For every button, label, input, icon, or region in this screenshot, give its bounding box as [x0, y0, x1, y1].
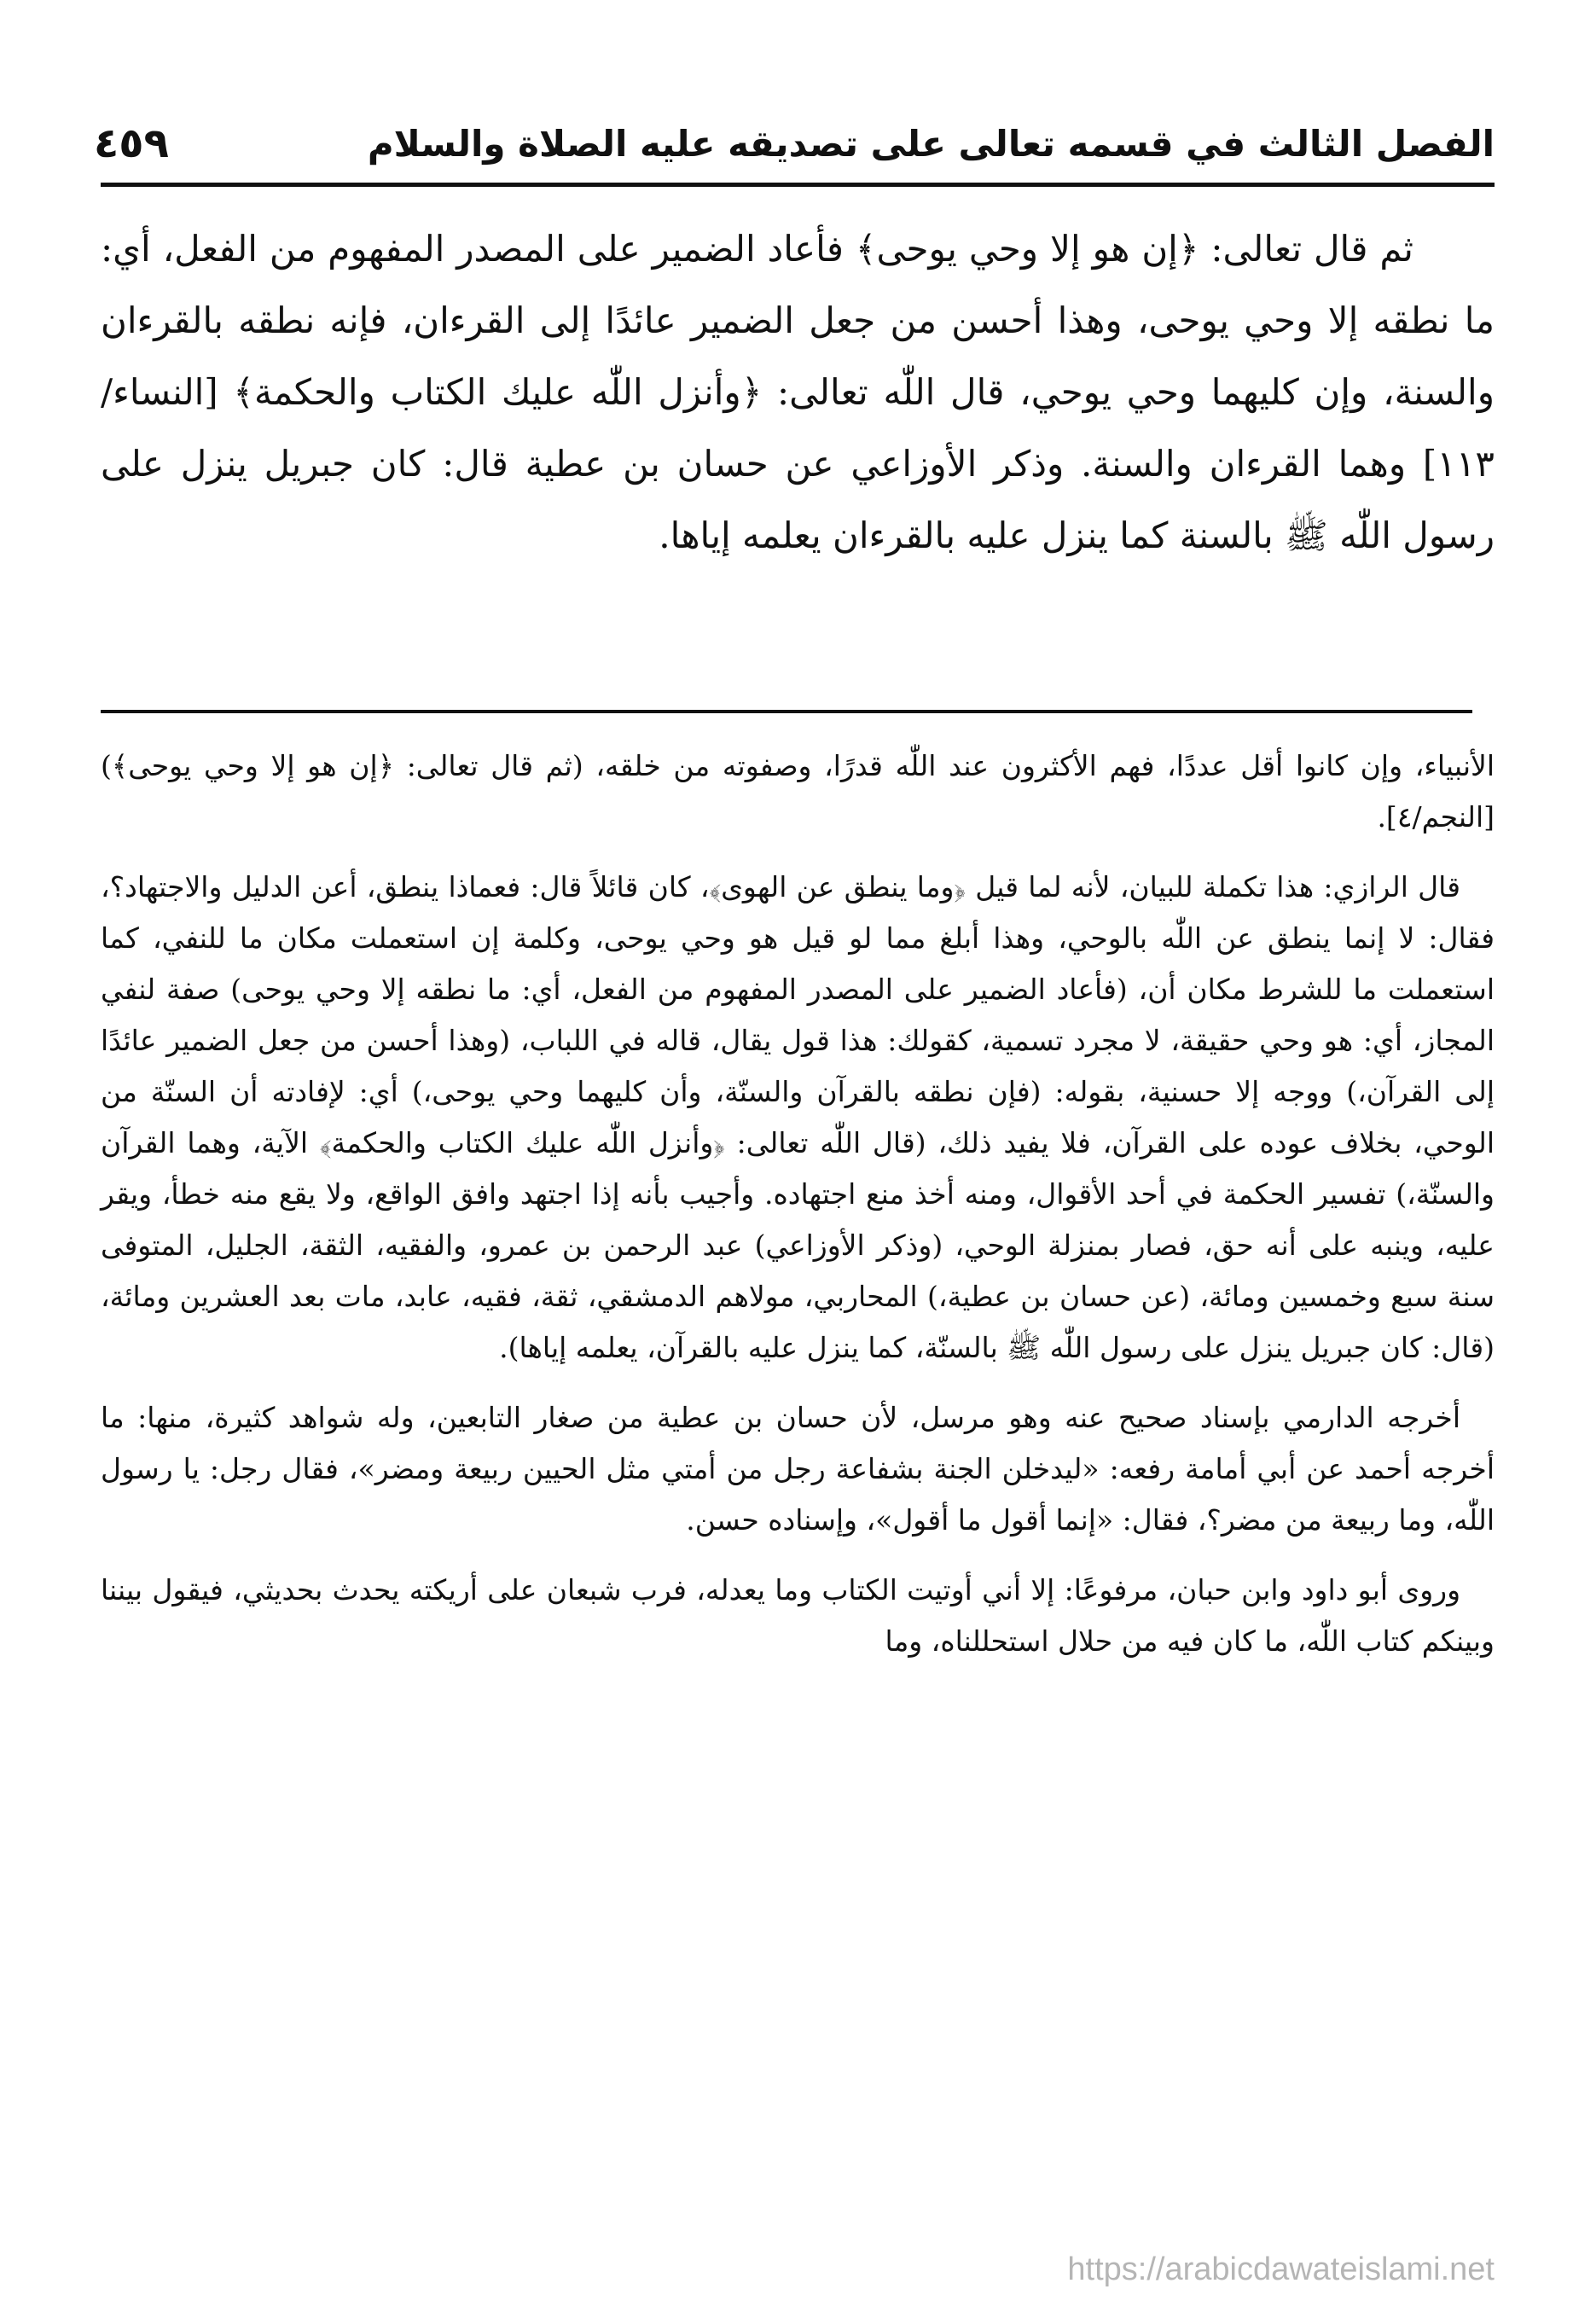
header-rule — [101, 183, 1495, 187]
commentary-separator — [101, 710, 1472, 713]
page-header — [94, 109, 1495, 177]
commentary-paragraph-3: أخرجه الدارمي بإسناد صحيح عنه وهو مرسل، لأن حسان بن عطية من صغار التابعين، وله شواهد كثيرة، منها: ما أخرجه أحمد عن أبي أمامة رفعه: «ليدخلن الجنة بشفاعة رجل من أمتي مثل الحيين ربيعة ومضر»، فقال رجل: يا رسول اللّٰه، وما ربيعة من مضر؟، فقال: «إنما أقول ما أقول»، وإسناده حسن. — [101, 1401, 1495, 1537]
running-title: الفصل الثالث في قسمه تعالى على تصديقه عليه الصلاة والسلام — [367, 122, 1495, 165]
commentary-section — [101, 741, 1495, 1686]
page-number: ٤٥٩ — [94, 119, 169, 167]
commentary-paragraph-4: وروى أبو داود وابن حبان، مرفوعًا: إلا أني أوتيت الكتاب وما يعدله، فرب شبعان على أريكته يحدث بحديثي، فيقول بيننا وبينكم كتاب اللّٰه، ما كان فيه من حلال استحللناه، وما — [101, 1573, 1495, 1658]
main-paragraph: ثم قال تعالى: ﴿إن هو إلا وحي يوحى﴾ فأعاد الضمير على المصدر المفهوم من الفعل، أي: ما نطقه إلا وحي يوحى، وهذا أحسن من جعل الضمير عائدًا إلى القرءان، فإنه نطقه بالقرءان والسنة، وإن كليهما وحي يوحي، قال اللّٰه تعالى: ﴿وأنزل اللّٰه عليك الكتاب والحكمة﴾ [النساء/١١٣] وهما القرءان والسنة. وذكر الأوزاعي عن حسان بن عطية قال: كان جبريل ينزل على رسول اللّٰه ﷺ بالسنة كما ينزل عليه بالقرءان يعلمه إياها. — [101, 228, 1495, 556]
main-text — [101, 213, 1495, 572]
commentary-paragraph-1: الأنبياء، وإن كانوا أقل عددًا، فهم الأكثرون عند اللّٰه قدرًا، وصفوته من خلقه، (ثم قال تعالى: ﴿إن هو إلا وحي يوحى﴾) [النجم/٤]. — [101, 749, 1495, 834]
commentary-paragraph-2: قال الرازي: هذا تكملة للبيان، لأنه لما قيل ﴿وما ينطق عن الهوى﴾، كان قائلاً قال: فعماذا ينطق، أعن الدليل والاجتهاد؟، فقال: لا إنما ينطق عن اللّٰه بالوحي، وهذا أبلغ مما لو قيل هو وحي يوحى، وكلمة إن استعملت مكان ما للنفي، كما استعملت ما للشرط مكان أن، (فأعاد الضمير على المصدر المفهوم من الفعل، أي: ما نطقه إلا وحي يوحى) صفة لنفي المجاز، أي: هو وحي حقيقة، لا مجرد تسمية، كقولك: هذا قول يقال، قاله في اللباب، (وهذا أحسن من جعل الضمير عائدًا إلى القرآن،) ووجه إلا حسنية، بقوله: (فإن نطقه بالقرآن والسنّة، وأن كليهما وحي يوحى،) أي: لإفادته أن السنّة من الوحي، بخلاف عوده على القرآن، فلا يفيد ذلك، (قال اللّٰه تعالى: ﴿وأنزل اللّٰه عليك الكتاب والحكمة﴾ الآية، وهما القرآن والسنّة،) تفسير الحكمة في أحد الأقوال، ومنه أخذ منع اجتهاده. وأجيب بأنه إذا اجتهد وافق الواقع، ولا يقع منه خطأ، ويقر عليه، وينبه على أنه حق، فصار بمنزلة الوحي، (وذكر الأوزاعي) عبد الرحمن بن عمرو، والفقيه، الثقة، الجليل، المتوفى سنة سبع وخمسين ومائة، (عن حسان بن عطية،) المحاربي، مولاهم الدمشقي، ثقة، فقيه، عابد، مات بعد العشرين ومائة، (قال: كان جبريل ينزل على رسول اللّٰه ﷺ بالسنّة، كما ينزل عليه بالقرآن، يعلمه إياها). — [101, 870, 1495, 1364]
watermark-url: https://arabicdawateislami.net — [1067, 2251, 1495, 2287]
